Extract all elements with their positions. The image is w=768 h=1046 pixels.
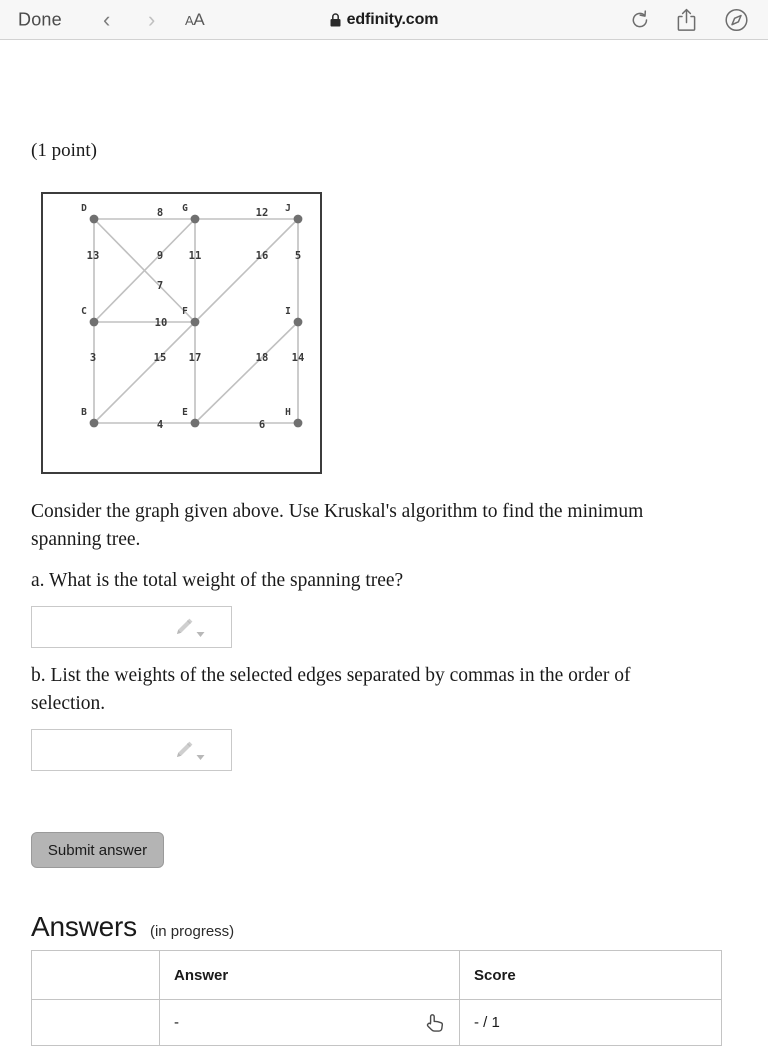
exercise-page bbox=[0, 40, 768, 1031]
answers-table bbox=[31, 950, 722, 1046]
pencil-icon bbox=[173, 616, 195, 638]
graph-edge-B-F bbox=[94, 322, 195, 423]
question-intro-text: Consider the graph given above. Use Kruskal's algorithm to find the minimum spanning tree. bbox=[31, 501, 644, 550]
graph-node-I bbox=[294, 318, 303, 327]
graph-node-J bbox=[294, 215, 303, 224]
cell-answer bbox=[160, 1000, 460, 1046]
site-url-text: edfinity.com bbox=[346, 10, 439, 28]
graph-node-B bbox=[90, 419, 99, 428]
graph-node-D bbox=[90, 215, 99, 224]
edge-weight-E-I: 18 bbox=[255, 352, 269, 364]
text-size-large-a: A bbox=[193, 9, 205, 29]
lock-icon bbox=[330, 13, 341, 27]
answers-progress-label: (in progress) bbox=[149, 923, 235, 940]
pencil-icon bbox=[173, 739, 195, 761]
node-label-B: B bbox=[81, 407, 87, 418]
graph-node-F bbox=[191, 318, 200, 327]
chevron-down-icon bbox=[196, 631, 205, 638]
forward-navigation-icon[interactable]: › bbox=[148, 6, 156, 32]
graph-node-labels bbox=[81, 203, 291, 418]
graph-edge-E-I bbox=[195, 322, 298, 423]
text-size-small-a: A bbox=[185, 12, 194, 28]
address-bar[interactable] bbox=[0, 11, 768, 29]
chevron-down-icon bbox=[196, 754, 205, 761]
edge-weight-D-F: 7 bbox=[156, 280, 164, 292]
edge-weight-C-B: 3 bbox=[89, 352, 97, 364]
column-header-answer: Answer bbox=[160, 951, 460, 1000]
back-navigation-icon[interactable]: ‹ bbox=[103, 6, 111, 32]
edge-weight-D-C: 13 bbox=[86, 250, 100, 262]
cell-score: - / 1 bbox=[460, 1000, 722, 1046]
pencil-dropdown-a[interactable] bbox=[173, 616, 205, 638]
edge-weight-D-G: 8 bbox=[156, 207, 164, 219]
question-part-a-text: a. What is the total weight of the spanning tree? bbox=[31, 570, 404, 591]
edge-weight-C-F: 10 bbox=[154, 317, 168, 329]
question-part-b-text: b. List the weights of the selected edges separated by commas in the order of selection. bbox=[31, 665, 631, 714]
reload-icon[interactable] bbox=[630, 9, 650, 30]
answers-title: Answers bbox=[31, 911, 137, 942]
node-label-G: G bbox=[182, 203, 188, 214]
edge-weight-B-E: 4 bbox=[156, 419, 164, 431]
answers-section-header bbox=[31, 911, 234, 943]
edge-weight-G-J: 12 bbox=[255, 207, 269, 219]
answers-table-head bbox=[32, 951, 722, 1000]
node-label-D: D bbox=[81, 203, 87, 214]
node-label-H: H bbox=[285, 407, 291, 418]
edge-weight-E-H: 6 bbox=[258, 419, 266, 431]
edge-weight-J-I: 5 bbox=[294, 250, 302, 262]
answer-input-b[interactable] bbox=[31, 729, 232, 771]
edge-weight-I-H: 14 bbox=[291, 352, 305, 364]
pencil-dropdown-b[interactable] bbox=[173, 739, 205, 761]
edge-weight-C-G: 9 bbox=[156, 250, 164, 262]
column-header-index bbox=[32, 951, 160, 1000]
graph-figure bbox=[41, 192, 322, 474]
cell-index bbox=[32, 1000, 160, 1046]
answer-input-a[interactable] bbox=[31, 606, 232, 648]
node-label-C: C bbox=[81, 306, 87, 317]
node-label-E: E bbox=[182, 407, 188, 418]
node-label-I: I bbox=[285, 306, 291, 317]
graph-node-C bbox=[90, 318, 99, 327]
hand-pointer-icon bbox=[425, 1012, 445, 1033]
done-button[interactable]: Done bbox=[18, 9, 62, 29]
edge-weight-B-F: 15 bbox=[153, 352, 167, 364]
graph-node-G bbox=[191, 215, 200, 224]
submit-answer-button[interactable]: Submit answer bbox=[31, 832, 164, 868]
edge-weight-G-F: 11 bbox=[188, 250, 202, 262]
graph-node-H bbox=[294, 419, 303, 428]
browser-toolbar bbox=[0, 0, 768, 40]
column-header-score: Score bbox=[460, 951, 722, 1000]
cell-answer-value: - bbox=[174, 1014, 179, 1031]
answers-table-body bbox=[32, 1000, 722, 1046]
points-label: (1 point) bbox=[31, 140, 97, 161]
node-label-J: J bbox=[285, 203, 291, 214]
share-icon[interactable] bbox=[677, 8, 696, 31]
graph-node-E bbox=[191, 419, 200, 428]
node-label-F: F bbox=[182, 306, 188, 317]
graph-edge-F-J bbox=[195, 219, 298, 322]
table-row bbox=[32, 1000, 722, 1046]
edge-weight-F-J: 16 bbox=[255, 250, 269, 262]
table-header-row bbox=[32, 951, 722, 1000]
edge-weight-F-E: 17 bbox=[188, 352, 202, 364]
weighted-graph-diagram bbox=[43, 194, 324, 476]
compass-icon[interactable] bbox=[725, 8, 748, 31]
